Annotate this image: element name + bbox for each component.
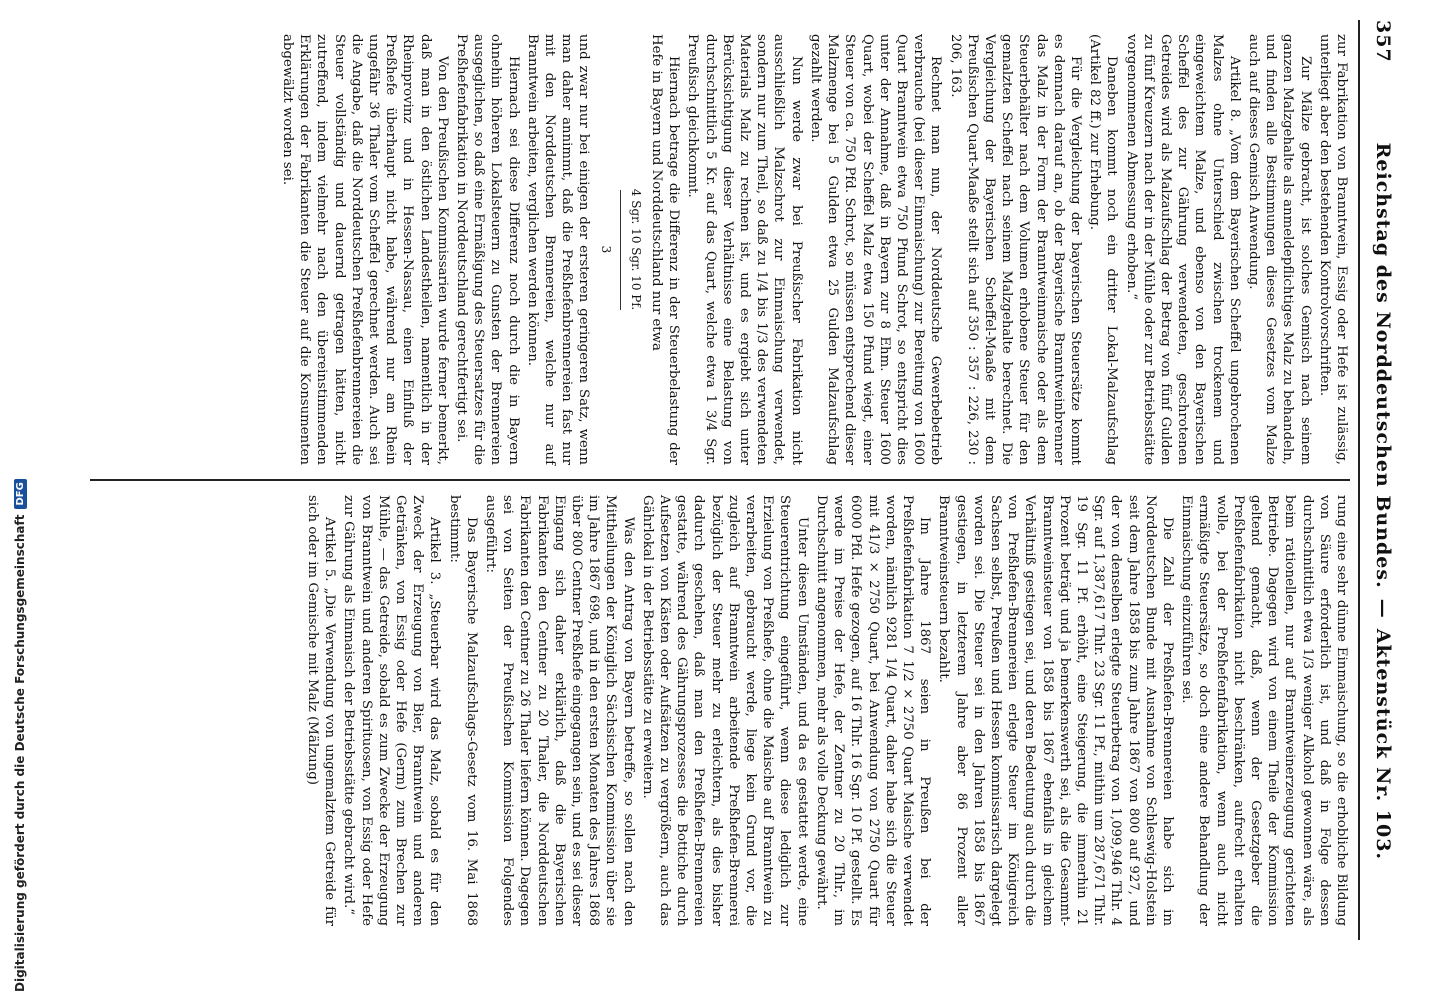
paragraph: Zur Mälze gebracht, ist solches Gemisch nach seinem ganzen Malzgehalte als anmeldepflichtiges Malz zu behandeln, und finden alle Bestimmungen dieses Gesetzes vom Malze auch auf dieses Gemisch Anwendung. [1245,34,1313,465]
paragraph: Hiernach betrage die Differenz in der Steuerbelastung der Hefe in Bayern und Norddeutschland nur etwa [649,34,682,465]
paragraph: Im Jahre 1867 seien in Preußen bei der Preßhefenfabrikation 7 1/2 × 2750 Quart Maische verwendet worden, nämlich 9281 1/4 Quart, daher habe sich die Steuer mit 41/3 × 2750 Quart, bei Anwendung von 2750 Quart für 6000 Pfd. Hefe gezogen, auf 16 Thlr. 16 Sgr. 10 Pf. gestellt. Es werde im Preise der Hefe, der Zentner zu 20 Thlr., im Durchschnitt angenommen, mehr als volle Deckung gewährt. [813,495,933,926]
paragraph: Artikel 8. „Vom dem Bayerischen Scheffel ungebrochenen Malzes ohne Unterschied zwischen trockenem und eingeweichtem Malze, und ebenso von den Bayerischen Scheffel des zur Gährung verwendeten, geschrotenen Getreides wird als Malzaufschlag der Betrag von fünf Gulden zu fünf Kreuzern nach der in der Mühle oder zur Betriebsstätte vorgenommenen Abmessung erhoben.“ [1123,34,1242,465]
column-right [90,479,1350,940]
paragraph: Unter diesen Umständen, und da es gestattet werde, eine Steuerentrichtung eingeführt, wenn diese lediglich zur Erzielung von Preßhefe, ohne die Maische auf Branntwein zu verarbeiten, gebraucht werde, liege kein Grund vor, die zugleich auf Branntwein arbeitende Preßhefen-Brennerei bezüglich der Steuer mehr zu erleichtern, als dies bisher dadurch geschehen, daß man den Preßhefen-Brennereien gestatte, während des Gährungsprozesses die Bottiche durch Aufsetzen von Kästen oder Aufsätzen zu vergrößern, auch das Gährlokal in der Betriebsstätte zu erweitern. [639,495,810,926]
paragraph: Artikel 5. „Die Verwendung von ungemalztem Getreide für sich oder im Gemische mit Malz (Mälzung) [305,495,338,926]
dfg-logo: DFG [14,479,27,508]
paragraph: zur Fabrikation von Branntwein, Essig oder Hefe ist zulässig, unterliegt aber den bestehenden Kontrolvorschriften. [1316,34,1349,465]
formula-denominator: 3 [598,245,613,254]
formula-numerator: 4 Sgr. 10 Sgr. 10 Pf. [628,188,643,311]
header-rule [1358,20,1360,940]
text-columns [90,20,1350,940]
document-page [70,0,1400,960]
paragraph: Rechnet man nun, der Norddeutsche Gewerbebetrieb verbrauche (bei dieser Einmaischung) zur Bereitung von 1600 Quart Branntwein etwa 750 Pfund Schrot, so entspricht dies unter der Annahme, daß in Bayern zur 8 Ehm. Steuer 1600 Quart, wobei der Scheffel Malz etwa 150 Pfund wiegt, einer Steuer von ca. 750 Pfd. Schrot, so müssen entsprechend dieser Malzmenge bei 5 Gulden etwa 25 Gulden Malzaufschlag gezahlt werden. [807,34,944,465]
column-left [90,20,1350,479]
paragraph: und zwar nur bei einigen der ersteren geringeren Satz, wenn man daher annimmt, daß die Preßhefenbrennereien fast nur mit den Norddeutschen Brennereien, welche nur auf Branntwein arbeiten, verglichen werden können. [524,34,592,465]
parliament-title: Reichstag des Norddeutschen Bundes. [1372,142,1394,589]
title-separator: — [1372,598,1394,619]
fraction-rule [620,190,621,310]
paragraph: Daneben kommt noch ein dritter Lokal-Malzaufschlag (Artikel 82 ff.) zur Erhebung. [1087,34,1120,465]
paragraph: Was den Antrag von Bayern betreffe, so sollen nach den Mittheilungen der Königlich Sächsischen Kommission über sie im Jahre 1867 698, und in den ersten Monaten des Jahres 1868 über 800 Centner Preßhefe eingegangen sein, und es sei dieser Eingang sich daher erklärlich, daß die Bayerischen Fabrikanten den Centner zu 20 Thaler, die Norddeutschen Fabrikanten den Centner zu 26 Thaler liefern können. Dagegen sei von Seiten der Preußischen Kommission Folgendes ausgeführt: [483,495,636,926]
page-number: 357 [1372,20,1394,63]
running-head [1364,20,1394,940]
paragraph: Für die Vergleichung der bayerischen Steuersätze kommt es demnach darauf an, ob der Bayerische Branntweinbrenner das Malz in der Form der Branntweinmaische oder als dem Steuerbehälter nach dem Volumen erhobene Steuer für den gemalzten Scheffel nach seinem Malzgehalte berechnet. Die Vergleichung der Bayerischen Scheffel-Maaße mit dem Preußischen Quart-Maaße stellt sich auf 350 : 357 : 226, 230 : 206, 163. [947,34,1083,465]
paragraph: Von den Preußischen Kommissarien wurde ferner bemerkt, daß man in den östlichen Landestheilen, namentlich in der Rheinprovinz und in Hessen-Nassau, einen Einfluß der Preßhefe überhaupt nicht habe, während nur am Rhein ungefähr 36 Thaler vom Scheffel gerechnet werden. Auch sei die Angabe, daß die Norddeutschen Preßhefenbrennereien die Steuer vollständig und dauernd getragen hätten, nicht zutreffend, indem vielmehr nach den übereinstimmenden Erklärungen der Fabrikanten die Steuer auf die Konsumenten abgewälzt worden sei. [280,34,450,465]
document-number: Aktenstück Nr. 103. [1372,628,1394,861]
running-title [1372,143,1394,860]
paragraph: Das Bayerische Malzaufschlags-Gesetz vom 16. Mai 1868 bestimmt: [446,495,479,926]
paragraph: Artikel 3. „Steuerbar wird das Malz, sobald es für den Zweck der Erzeugung von Bier, Branntwein und anderen Getränken, von Essig oder Hefe (Germ) zum Brechen zur Mühle, — das Getreide, sobald es zum Zwecke der Erzeugung von Branntwein und anderen Spirituosen, von Essig oder Hefe zur Gährung als Einmaisch der Betriebsstätte gebracht wird.“ [341,495,443,926]
paragraph: Nun werde zwar bei Preußischer Fabrikation nicht ausschließlich Malzschrot zur Einmaischung verwendet, sondern nur zum Theil, so daß zu 1/4 bis 1/3 des verwendeten Materials Malz zu rechnen ist, und es ergiebt sich unter Berücksichtigung dieser Verhältnisse eine Belastung von durchschnittlich 5 Kr. auf das Quart, welche etwa 1 3/4 Sgr. Preußisch gleichkommt. [685,34,804,465]
paragraph: Die Zahl der Preßhefen-Brennereien habe sich im Norddeutschen Bunde mit Ausnahme von Schleswig-Holstein seit dem Jahre 1858 bis zum Jahre 1867 von 800 auf 927, und der von denselben erlegte Steuerbetrag von 1,099,946 Thlr. 4 Sgr. auf 1,387,617 Thlr. 23 Sgr. 11 Pf., mithin um 287,671 Thlr. 19 Sgr. 11 Pf. erhöht, eine Steigerung, die immerhin 21 Prozent beträgt und ja bemerkenswerth sei, als die Gesammt-Branntweinsteuer von 1858 bis 1867 ebenfalls in gleichem Verhältniß gestiegen sei, und deren Bedeutung auch durch die von Preßhefen-Brennereien erlegte Steuer im Königreich Sachsen selbst, Preußen und Hessen kommissarisch dargelegt worden sei. Die Steuer sei in den Jahren 1858 bis 1867 gestiegen, in letzterem Jahre aber 86 Prozent aller Branntweinsteuern bezahlt. [936,495,1175,926]
fraction-formula [596,34,643,465]
paragraph: rung eine sehr dünne Einmaischung, so die erhobliche Bildung von Säure erforderlich ist, und daß in Folge dessen durchschnittlich etwa 1/3 weniger Alkohol gewonnen wäre, als beim rationellen, nur auf Branntweinerzeugung gerichteten Betriebe. Dagegen wird von einem Theile der Kommission geltend gemacht, daß, wenn der Gesetzgeber die Preßhefenfabrikation nicht beschränken, aufrecht erhalten wolle, bei der Preßhefenfabrikation, wenn auch nicht ermäßigte Steuersätze, so doch eine andere Behandlung der Einmaischung einzuführen sei. [1179,495,1349,926]
paragraph: Hiernach sei diese Differenz noch durch die in Bayern ohnehin höheren Lokalsteuern zu Gunsten der Brennereien ausgeglichen, so daß eine Ermäßigung des Steuersatzes für die Preßhefenfabrikation in Norddeutschland gerechtfertigt sei. [454,34,521,465]
digitization-credit-text: Digitalisierung gefördert durch die Deutsche Forschungsgemeinschaft [13,514,27,992]
